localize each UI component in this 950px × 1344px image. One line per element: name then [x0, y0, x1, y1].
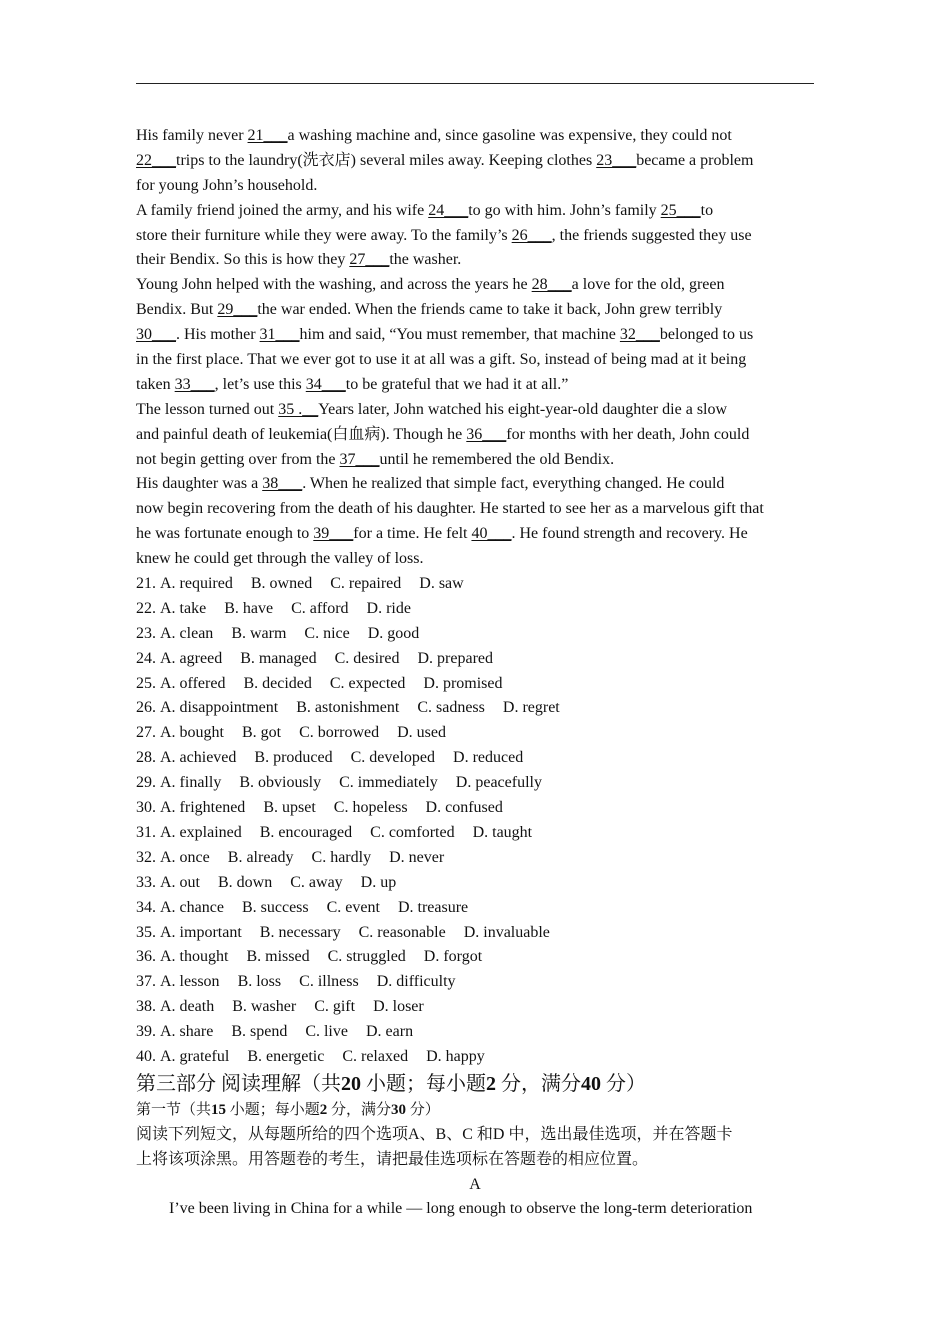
blank-number: 38___ [262, 475, 303, 493]
heading-text: 分） [406, 1101, 440, 1118]
answer-option: C. hardly [311, 848, 372, 866]
question-row [136, 1045, 816, 1070]
question-number: 33. [136, 873, 156, 891]
answer-option: C. illness [299, 973, 359, 991]
passage-text: the war ended. When the friends came to take it back, John grew terribly [257, 301, 723, 319]
answer-option: B. managed [240, 649, 317, 667]
blank-number: 35 .__ [278, 400, 319, 418]
answer-option: A. clean [160, 624, 214, 642]
question-row [136, 721, 816, 746]
answer-option: D. prepared [417, 649, 493, 667]
answer-option: D. never [389, 848, 445, 866]
passage-text: A family friend joined the army, and his wife [136, 201, 429, 219]
question-row [136, 846, 816, 871]
question-row [136, 746, 816, 771]
passage-line [136, 323, 816, 348]
score-number: 30 [391, 1101, 407, 1118]
blank-number: 26___ [511, 226, 552, 244]
question-row [136, 970, 816, 995]
answer-option: D. invaluable [463, 923, 550, 941]
passage-text: , let’s use this [214, 375, 306, 393]
answer-option: B. encouraged [259, 823, 353, 841]
answer-option: B. missed [246, 948, 310, 966]
question-number: 24. [136, 649, 156, 667]
answer-option: A. out [160, 873, 200, 891]
answer-option: C. expected [329, 674, 406, 692]
question-number: 26. [136, 699, 156, 717]
answer-option: A. agreed [160, 649, 223, 667]
question-number: 23. [136, 624, 156, 642]
question-number: 35. [136, 923, 156, 941]
question-row [136, 896, 816, 921]
question-row [136, 672, 816, 697]
answer-option: B. energetic [247, 1047, 325, 1065]
answer-option: A. once [160, 848, 210, 866]
passage-text: the washer. [389, 251, 462, 269]
score-number: 40 [581, 1072, 601, 1095]
passage-line [136, 423, 816, 448]
answer-option: D. confused [425, 799, 503, 817]
question-row [136, 597, 816, 622]
answer-option: D. good [367, 624, 420, 642]
passage-text: to be grateful that we had it at all.” [345, 375, 569, 393]
blank-number: 25___ [660, 201, 701, 219]
answer-option: D. up [360, 873, 397, 891]
section-subtitle [136, 1098, 816, 1122]
question-row [136, 622, 816, 647]
score-number: 2 [319, 1101, 328, 1118]
question-row [136, 1020, 816, 1045]
answer-option: A. finally [160, 774, 222, 792]
blank-number: 29___ [217, 301, 258, 319]
passage-line [136, 273, 816, 298]
answer-option: C. event [326, 898, 380, 916]
answer-option: D. reduced [453, 749, 524, 767]
blank-number: 31___ [259, 326, 300, 344]
passage-text: . His mother [176, 326, 260, 344]
passage-text: Years later, John watched his eight-year-old daughter die a slow [318, 400, 728, 418]
answer-option: B. spend [231, 1023, 288, 1041]
blank-number: 28___ [531, 276, 572, 294]
answer-option: C. sadness [417, 699, 485, 717]
answer-option: B. already [227, 848, 294, 866]
passage-text: taken [136, 375, 175, 393]
passage-text: for months with her death, John could [506, 425, 750, 443]
answer-option: A. required [160, 575, 233, 593]
section-title [136, 1070, 816, 1098]
passage-text: knew he could get through the valley of loss. [136, 550, 424, 568]
blank-number: 39___ [313, 525, 354, 543]
answer-option: A. thought [160, 948, 229, 966]
answer-option: B. obviously [239, 774, 322, 792]
passage-text: for a time. He felt [353, 525, 472, 543]
answer-option: D. happy [426, 1047, 485, 1065]
answer-option: B. got [242, 724, 282, 742]
blank-number: 37___ [339, 450, 380, 468]
blank-number: 24___ [428, 201, 469, 219]
answer-option: A. offered [160, 674, 226, 692]
score-number: 2 [486, 1072, 496, 1095]
blank-number: 36___ [466, 425, 507, 443]
question-number: 36. [136, 948, 156, 966]
question-row [136, 871, 816, 896]
answer-option: C. hopeless [333, 799, 408, 817]
answer-option: B. upset [263, 799, 316, 817]
reading-passage-first-line: I’ve been living in China for a while — long enough to observe the long-term deterioration [169, 1199, 753, 1217]
passage-line [136, 472, 816, 497]
passage-text: became a problem [636, 151, 754, 169]
question-number: 31. [136, 823, 156, 841]
blank-number: 33___ [174, 375, 215, 393]
question-number: 37. [136, 973, 156, 991]
question-list [136, 572, 816, 1070]
answer-option: D. used [397, 724, 446, 742]
answer-option: D. ride [366, 599, 411, 617]
passage-text: not begin getting over from the [136, 450, 340, 468]
question-number: 21. [136, 575, 156, 593]
question-number: 22. [136, 599, 156, 617]
answer-option: B. owned [250, 575, 313, 593]
answer-option: D. regret [502, 699, 560, 717]
answer-option: B. warm [231, 624, 287, 642]
question-row [136, 796, 816, 821]
passage-line [136, 174, 816, 199]
passage-line [136, 373, 816, 398]
answer-option: B. down [218, 873, 273, 891]
passage-line [136, 149, 816, 174]
answer-option: A. take [160, 599, 207, 617]
passage-line [136, 298, 816, 323]
passage-text: store their furniture while they were away. To the family’s [136, 226, 512, 244]
question-number: 34. [136, 898, 156, 916]
answer-option: C. struggled [327, 948, 406, 966]
passage-text: . When he realized that simple fact, everything changed. He could [302, 475, 725, 493]
answer-option: B. produced [254, 749, 333, 767]
answer-option: C. desired [334, 649, 400, 667]
blank-number: 21___ [247, 127, 288, 144]
answer-option: D. forgot [423, 948, 483, 966]
document-body [136, 124, 816, 1222]
passage-text: he was fortunate enough to [136, 525, 314, 543]
answer-option: C. comforted [370, 823, 455, 841]
passage-text: now begin recovering from the death of his daughter. He started to see her as a marvelous gift that [136, 500, 764, 518]
passage-text: belonged to us [659, 326, 754, 344]
passage-text: Young John helped with the washing, and across the years he [136, 276, 532, 294]
question-number: 25. [136, 674, 156, 692]
passage-text: their Bendix. So this is how they [136, 251, 350, 269]
passage-line [136, 199, 816, 224]
passage-text: until he remembered the old Bendix. [379, 450, 615, 468]
passage-line [136, 448, 816, 473]
cloze-passage [136, 124, 816, 572]
passage-text: His daughter was a [136, 475, 263, 493]
answer-option: C. developed [350, 749, 436, 767]
answer-option: A. bought [160, 724, 224, 742]
answer-option: A. frightened [160, 799, 246, 817]
answer-option: A. chance [160, 898, 224, 916]
answer-option: C. nice [304, 624, 350, 642]
passage-line [136, 124, 816, 149]
answer-option: D. treasure [397, 898, 469, 916]
passage-text: him and said, “You must remember, that machine [299, 326, 620, 344]
answer-option: C. borrowed [299, 724, 380, 742]
answer-option: D. saw [419, 575, 464, 593]
heading-text: 第三部分 阅读理解（共 [136, 1072, 341, 1095]
question-number: 27. [136, 724, 156, 742]
question-row [136, 696, 816, 721]
answer-option: C. afford [291, 599, 349, 617]
answer-option: C. away [290, 873, 343, 891]
score-number: 15 [211, 1101, 227, 1118]
passage-line [136, 348, 816, 373]
blank-number: 30___ [136, 326, 176, 344]
answer-option: B. have [224, 599, 274, 617]
blank-number: 34___ [305, 375, 346, 393]
passage-text: a love for the old, green [571, 276, 725, 294]
question-row [136, 771, 816, 796]
answer-option: A. achieved [160, 749, 237, 767]
answer-option: A. important [160, 923, 242, 941]
answer-option: D. loser [373, 998, 424, 1016]
answer-option: A. disappointment [160, 699, 279, 717]
answer-option: D. earn [365, 1023, 414, 1041]
question-row [136, 821, 816, 846]
passage-line [136, 224, 816, 249]
passage-text: in the first place. That we ever got to use it at all was a gift. So, instead of being mad at it being [136, 351, 747, 369]
passage-text: to go with him. John’s family [468, 201, 661, 219]
blank-number: 40___ [471, 525, 512, 543]
heading-text: 小题；每小题 [361, 1072, 486, 1095]
answer-option: A. lesson [160, 973, 220, 991]
answer-option: D. taught [472, 823, 533, 841]
instruction-line-1: 阅读下列短文，从每题所给的四个选项A、B、C 和D 中，选出最佳选项，并在答题卡 [136, 1125, 733, 1143]
passage-text: and painful death of leukemia(白血病). Though he [136, 425, 467, 443]
answer-option: C. reasonable [358, 923, 446, 941]
question-row [136, 647, 816, 672]
passage-text: , the friends suggested they use [551, 226, 752, 244]
passage-text: . He found strength and recovery. He [511, 525, 748, 543]
passage-text: a washing machine and, since gasoline was expensive, they could not [287, 127, 732, 144]
answer-option: B. success [241, 898, 309, 916]
score-number: 20 [341, 1072, 361, 1095]
question-row [136, 921, 816, 946]
answer-option: C. relaxed [342, 1047, 409, 1065]
heading-text: 第一节（共 [136, 1101, 212, 1118]
answer-option: D. peacefully [455, 774, 542, 792]
question-number: 29. [136, 774, 156, 792]
answer-option: A. death [160, 998, 215, 1016]
answer-option: B. loss [237, 973, 282, 991]
question-number: 32. [136, 848, 156, 866]
answer-option: C. live [305, 1023, 348, 1041]
question-number: 40. [136, 1047, 156, 1065]
blank-number: 27___ [349, 251, 390, 269]
answer-option: D. promised [423, 674, 503, 692]
question-number: 39. [136, 1023, 156, 1041]
passage-line [136, 398, 816, 423]
answer-option: B. washer [232, 998, 297, 1016]
answer-option: A. grateful [160, 1047, 230, 1065]
passage-text: Bendix. But [136, 301, 218, 319]
heading-text: 小题；每小题 [226, 1101, 320, 1118]
header-rule [136, 83, 814, 84]
answer-option: A. explained [160, 823, 242, 841]
question-number: 38. [136, 998, 156, 1016]
blank-number: 22___ [136, 151, 176, 169]
answer-option: C. immediately [339, 774, 438, 792]
answer-option: C. repaired [330, 575, 402, 593]
instruction-line-2: 上将该项涂黑。用答题卷的考生，请把最佳选项标在答题卷的相应位置。 [136, 1150, 649, 1168]
passage-line [136, 497, 816, 522]
question-row [136, 995, 816, 1020]
passage-line [136, 547, 816, 572]
answer-option: B. decided [243, 674, 312, 692]
answer-option: B. necessary [259, 923, 341, 941]
answer-option: A. share [160, 1023, 214, 1041]
passage-text: for young John’s household. [136, 176, 318, 194]
blank-number: 32___ [619, 326, 660, 344]
heading-text: 分，满分 [496, 1072, 581, 1095]
answer-option: C. gift [314, 998, 356, 1016]
question-number: 28. [136, 749, 156, 767]
passage-text: His family never [136, 127, 248, 144]
answer-option: B. astonishment [296, 699, 400, 717]
heading-text: 分，满分 [327, 1101, 392, 1118]
blank-number: 23___ [596, 151, 637, 169]
question-number: 30. [136, 799, 156, 817]
passage-line [136, 248, 816, 273]
question-row [136, 572, 816, 597]
passage-text: trips to the laundry(洗衣店) several miles away. Keeping clothes [176, 151, 597, 169]
passage-letter: A [469, 1175, 481, 1193]
question-row [136, 945, 816, 970]
passage-text: The lesson turned out [136, 400, 279, 418]
answer-option: D. difficulty [376, 973, 456, 991]
passage-text: to [700, 201, 714, 219]
heading-text: 分） [601, 1072, 646, 1095]
passage-line [136, 522, 816, 547]
